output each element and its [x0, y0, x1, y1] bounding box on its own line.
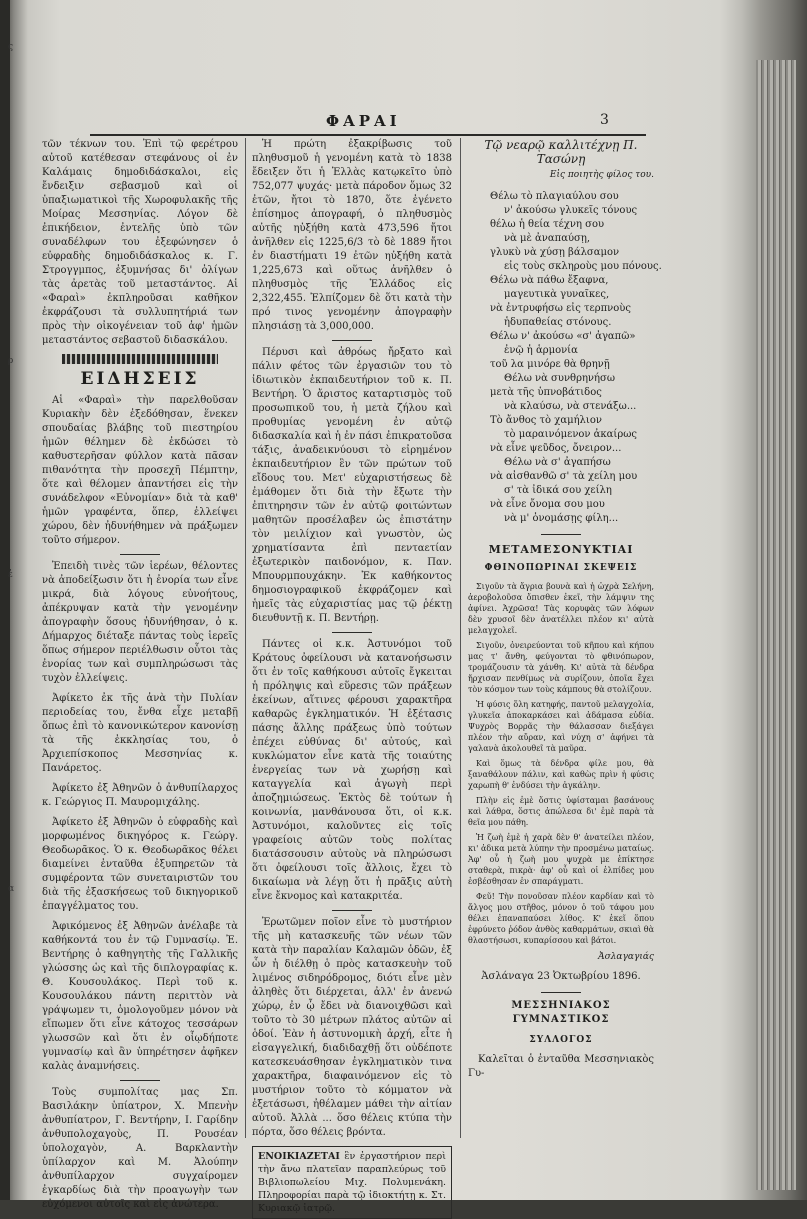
item-divider [120, 554, 160, 555]
thought-paragraph: Καὶ ὅμως τὰ δένδρα φίλε μου, θὰ ξαναθάλουν πάλιν, καὶ καθὼς πρὶν ἡ φύσις χαρωπὴ θ' ἐνδύσει τὴν ἀγκάλην. [468, 759, 654, 790]
item-divider [332, 340, 372, 341]
margin-mark: α [8, 884, 15, 894]
poem-line: νὰ εἶνε ψεῦδος, ὄνειρον... [490, 443, 622, 454]
poem-line: μαγευτικὰ γυναῖκες, [504, 289, 610, 300]
news-item: Ἐπειδὴ τινὲς τῶν ἱερέων, θέλοντες νὰ ἀποδείξωσιν ὅτι ἡ ἐνορία των εἶνε μικρά, διὰ λόγους εὐνοήτους, ἀπέκρυψαν κατὰ τὴν γενομένην ἀπογραφὴν ὅσους ἠδυνήθησαν, ὁ κ. Δήμαρχος διέταξε πάντας τοὺς ἱερεῖς ὅπως σήμερον περιέλθωσιν οὗτοι τὰς ἐνορίας των καὶ συμπληρώσωσι τὰς τυχὸν ἐλλείψεις. [42, 561, 238, 684]
advertisement-box [252, 1146, 452, 1219]
poem-line: ἐνῷ ἡ ἁρμονία [504, 345, 578, 356]
news-heading: ΕΙΔΗΣΕΙΣ [80, 369, 200, 389]
news-item: Αἱ «Φαραὶ» τὴν παρελθοῦσαν Κυριακὴν δὲν ἐξεδόθησαν, ἕνεκεν σπουδαίας βλάβης τοῦ πιεστηρίου ἡμῶν θέλημεν δὲ ἐκδώσει τὸ καθυστερῆσαν φύλλον κατὰ πᾶσαν πιθανότητα τὴν προσεχῆ Πέμπτην, ὅτε καὶ θέλομεν ἀπαντήσει εἰς τὴν συνάδελφον «Εὐνομίαν» διὰ τὰ καθ' ἡμῶν γραφέντα, ὅπερ, ἐλλείψει χώρου, δὲν ἠδυνήθημεν νὰ πράξωμεν τοῦτο σήμερον. [42, 395, 238, 546]
margin-mark: ς [8, 42, 14, 52]
header-rule [90, 134, 646, 136]
page-stack-edge [756, 60, 796, 1190]
poem-line: θέλω ἡ θεία τέχνη σου [490, 219, 605, 230]
obituary-paragraph: τῶν τέκνων του. Ἐπὶ τῷ φερέτρου αὐτοῦ κατέθεσαν στεφάνους οἱ ἐν Καλάμαις δημοδιδάσκαλοι, εἰς ἔνδειξιν σεβασμοῦ καὶ οἱ ὑπαξιωματικοὶ τῆς Χωροφυλακῆς τῆς Μοίρας Μεσσηνίας. Λόγον δὲ ἐπικήδειον, ἐντελῆς ὑπὸ τῶν συναδέλφων του ἐξεφώνησεν ὁ εὐφραδὴς δημοδιδάσκαλος κ. Γ. Στρογγμπος, ἐξυμνήσας δι' ὀλίγων τὰς ἀρετὰς τοῦ μεταστάντος. Αἱ «Φαραὶ» ἐκπληροῦσαι καθῆκον ἐκφράζουσι τὰ συλλυπητήριά των πρὸς τὴν οἰκογένειαν τοῦ ἀφ' ἡμῶν μεταστάντος σεβαστοῦ διδασκάλου. [42, 139, 238, 346]
club-text: Καλεῖται ὁ ἐνταῦθα Μεσσηνιακὸς Γυ- [468, 1054, 654, 1079]
thought-paragraph: Φεῦ! Τὴν πονοῦσαν πλέον καρδίαν καὶ τὸ ἄλγος μου στῆθος, μόνον ὁ τοῦ τάφου μου θέλει ἐπαναπαύσει λίθος. Κ' ἐκεῖ ὅπου ἐφρύνετο ῥόδον ἀνθὸς καθαρμάτων, σκιαὶ θὰ θλαστήσωσι, κυπαρίσσου καὶ βάτοι. [468, 892, 654, 945]
poem-line: Θέλω νὰ σ' ἀγαπήσω [504, 457, 611, 468]
page-header [30, 112, 746, 132]
column-3 [468, 138, 662, 1087]
club-subtitle: ΣΥΛΛΟΓΟΣ [529, 1035, 593, 1045]
poem-line: ἡδυπαθείας στόνους. [504, 317, 612, 328]
newspaper-page [30, 90, 746, 1214]
dateline: Ἀσλάναγα 23 Ὀκτωβρίου 1896. [481, 971, 641, 982]
section-subtitle: ΦΘΙΝΟΠΩΡΙΝΑΙ ΣΚΕΨΕΙΣ [484, 563, 638, 573]
column-divider [460, 138, 461, 1138]
page-number: 3 [600, 112, 609, 128]
thought-paragraph: Πλὴν εἰς ἐμὲ ὅστις ὑφίσταμαι βασάνους καὶ λάθρα, ὅστις ἀπώλεσα δι' ἐμὲ παρὰ τὰ θεῖα μου πάθη. [468, 796, 654, 827]
thought-paragraph: Ἡ ζωὴ ἐμὲ ἡ χαρὰ δὲν θ' ἀνατείλει πλέον, κι' ἀδικα μετὰ λύπην τὴν προσμένω ματαίως. Ἀφ' οὗ ἡ ζωὴ μου ψυχρὰ με ἐπίκτησε σταθερὰ, πικρὰ· ἀφ' οὗ καὶ οἱ ἐλπίδες μου ἐσβέσθησαν ἐν σπαράγματι. [468, 833, 654, 886]
ad-text: ἓν ἐργαστήριον περὶ τὴν ἄνω πλατεῖαν παραπλεύρως τοῦ Βιβλιοπωλείου Μιχ. Πολυμενάκη. Πληροφορίαι παρὰ τῷ ἰδιοκτήτῃ κ. Στ. Κυριακῷ ἰατρῷ. [258, 1151, 446, 1214]
ad-title: ΕΝΟΙΚΙΑΖΕΤΑΙ [258, 1151, 340, 1162]
poem-line: Τὸ ἄνθος τὸ χαμήλιον [490, 415, 602, 426]
poem-line: γλυκὺ νὰ χύσῃ βάλσαμον [490, 247, 620, 258]
poem-line: νὰ ἐντρυφήσω εἰς τερπνοὺς [490, 303, 631, 314]
poem-line: Θέλω τὸ πλαγιαύλου σου [490, 191, 619, 202]
margin-mark: ρ [8, 356, 14, 366]
poem-line: Θέλω νὰ πάθω ἔξαφνα, [490, 275, 609, 286]
thought-paragraph: Σιγοῦν, ὀνειρεύονται τοῦ κῆπου καὶ κήπου μας τ' ἄνθη, φεύγονται τὸ φθινόπωρον, τρομάζουσιν τὰ χάνθη. Κι' αὐτὰ τὰ δένδρα ἤρχισαν πενθίμως νὰ συρίζουν, ὁποῖα ἔχει τὸν κόσμον των τοὺς κάμπους θὰ στολίζουν. [468, 641, 654, 694]
thoughts-block [468, 581, 654, 946]
news-item: Ἀφίκετο ἐξ Ἀθηνῶν ὁ ἀνθυπίλαρχος κ. Γεώργιος Π. Μαυρομιχάλης. [42, 783, 238, 808]
section-title: ΜΕΤΑΜΕΣΟΝΥΚΤΙΑΙ [488, 543, 634, 556]
column-1 [42, 138, 238, 1218]
author-signature: Ἀσλαγαγιάς [598, 952, 654, 962]
poem-line: Θέλω ν' ἀκούσω «σ' ἀγαπῶ» [490, 331, 636, 342]
column-2 [252, 138, 452, 1219]
poem-line: εἰς τοὺς σκληροὺς μου πόνους. [504, 261, 662, 272]
poem-line: Θέλω νὰ συνθρηνήσω [504, 373, 615, 384]
poem-dedication: Εἰς ποιητὴς φίλος του. [549, 170, 654, 180]
news-item: Ἀφικόμενος ἐξ Ἀθηνῶν ἀνέλαβε τὰ καθήκοντά του ἐν τῷ Γυμνασίῳ. Ἐ. Βεντήρης ὁ καθηγητὴς τῆς Γαλλικῆς γλώσσης ὡς καὶ τῆς διπλογραφίας κ. Θ. Κουσουλάκος. Περὶ τοῦ κ. Κουσουλάκου πάντη περιττὸν νὰ γράψωμεν τι, ὁμολογοῦμεν μόνον νὰ εἴπωμεν ὅτι εἶνε κάτοχος τεσσάρων γλωσσῶν καὶ ὅτι ἐν οἷῳδήποτε γυμνασίῳ καὶ ἂν ὑπηρέτησεν ἀφῆκεν καλὰς ἀναμνήσεις. [42, 921, 238, 1072]
poem-line: νὰ μὲ ἀναπαύσῃ, [504, 233, 591, 244]
margin-mark: ἐ [8, 570, 13, 580]
news-item: Ἀφίκετο ἐξ Ἀθηνῶν ὁ εὐφραδὴς καὶ μορφωμένος δικηγόρος κ. Γεώργ. Θεοδωρᾶκος. Ὁ κ. Θεοδωρᾶκος θέλει διαμείνει ἐνταῦθα ἐξυπηρετῶν τὰ συμφέροντα τῶν συνεταιριστῶν του διὰ τῆς ἐξασκήσεως τοῦ δικηγορικοῦ ἐπαγγέλματος του. [42, 817, 238, 912]
club-title: ΜΕΣΣΗΝΙΑΚΟΣ ΓΥΜΝΑΣΤΙΚΟΣ [511, 1000, 611, 1025]
poem-line: νὰ μ' ὀνομάσῃς φίλη... [504, 513, 619, 524]
poem-line: νὰ κλαύσω, νὰ στενάξω... [504, 401, 637, 412]
poem-stanza [468, 190, 662, 526]
item-divider [332, 910, 372, 911]
item-divider [332, 632, 372, 633]
item-divider [120, 1080, 160, 1081]
thought-paragraph: Σιγοῦν τὰ ἄγρια βουνὰ καὶ ἡ ὠχρὰ Σελήνη, ἀεροβολοῦσα ὄπισθεν ἐκεῖ, τὴν λάμψιν της ἀφίνει. Ἀχρῶσα! Τὰς κορυφὰς τῶν λόφων δὲν χρυσοῖ δὲν ἀνατέλλει πλέον κι' αὐτὰ μελαγχολεῖ. [468, 582, 654, 635]
article-paragraph: Ἡ πρώτη ἐξακρίβωσις τοῦ πληθυσμοῦ ἡ γενομένη κατὰ τὸ 1838 ἔδειξεν ὅτι ἡ Ἑλλὰς κατῳκεῖτο ὑπὸ 752,077 ψυχάς· μετὰ πάροδον ὅμως 32 ἐτῶν, ἤτοι τὸ 1870, ὅτε ἐγένετο ἐπίσημος ἀπογραφή, ὁ πληθυσμὸς αὐτῆς ηὐξήθη κατὰ 473,596 ἤτοι ἀνῆλθεν εἰς 1225,6/3 τὸ δὲ 1889 ἤτοι ἐν διαστήματι 19 ἐτῶν ηὐξήθη κατὰ 1,225,673 καὶ οὕτως ἀνῆλθεν ὁ πληθυσμὸς τῆς Ἑλλάδος εἰς 2,322,455. Ἐλπίζομεν δὲ ὅτι κατὰ τὴν πρό τινος γενομένην ἀπογραφὴν πλησιάσῃ τὰ 3,000,000. [252, 139, 452, 332]
poem-title: Τῷ νεαρῷ καλλιτέχνῃ Π. Τασώνῃ [484, 138, 638, 166]
poem-line: τοῦ λα μινόρε θὰ θρηνῇ [490, 359, 610, 370]
item-divider [541, 534, 581, 535]
thought-paragraph: Ἡ φύσις ὅλη κατηφής, παντοῦ μελαγχολία, γλυκεῖα ἀποκαρκάσει καὶ ἀδάμασα εὐδία. Ψυχρὸς Βορρᾶς τὴν θάλασσαν διεξάγει πλέον τὴν αὔραν, καὶ νύχη σ' ἀφήνει τὰ γαλανὰ ἀκολουθεῖ τὰ μαῦρα. [468, 700, 654, 753]
item-divider [541, 992, 581, 993]
poem-line: ν' ἀκούσω γλυκεῖς τόνους [504, 205, 638, 216]
article-paragraph: Πέρυσι καὶ ἀθρόως ἤρξατο καὶ πάλιν φέτος τῶν ἐργασιῶν του τὸ ἰδιωτικὸν ἐκπαιδευτήριον τοῦ κ. Π. Βεντήρη. Ὁ ἄριστος καταρτισμὸς τοῦ προσωπικοῦ του, ἡ μετὰ ζήλου καὶ προθυμίας γενομένη ἐν αὐτῷ διδασκαλία καὶ ἡ ἐν πάσι ἐπικρατοῦσα τάξις, ἀναδεικνύουσι τὸ εἰρημένον ἐκπαιδευτήριον ἓν τῶν πρώτων τοῦ εἴδους του. Μετ' εὐχαριστήσεως δὲ ἐμάθομεν ὅτι διὰ τὴν ἔξωτε τὴν ἐπιτηρησιν τῶν ἐν αὐτῷ φοιτώντων μαθητῶν προσέλαβεν ὡς ἐπιστάτην τὸν μειλίχιον καὶ γνωστὸν, ὡς χρηματίσαντα ἐπὶ πενταετίαν ἐξωτερικὸν παιδονόμον, κ. Παν. Μπουρμπουχάκην. Ἐκ καθήκοντος δημοσιογραφικοῦ ἐκφράζομεν καὶ ἡμεῖς τὰς εὐχαριστίας μας τῷ ῥέκτῃ διευθυντῇ κ. Π. Βεντήρῃ. [252, 347, 452, 624]
news-item: Ἀφίκετο ἐκ τῆς ἀνὰ τὴν Πυλίαν περιοδείας του, ἔνθα εἶχε μεταβῇ ὅπως ἐπὶ τὸ κανονικώτερον κανονίσῃ τὰ τῆς ἐκκλησίας του, ὁ Ἀρχιεπίσκοπος Μεσσηνίας κ. Πανάρετος. [42, 693, 238, 774]
article-paragraph: Πάντες οἱ κ.κ. Ἀστυνόμοι τοῦ Κράτους ὀφείλουσι νὰ κατανοήσωσιν ὅτι ἐν τοῖς καθήκουσι αὐτοῖς ἔγκειται ἡ πρόληψις καὶ εὕρεσις τῶν πράξεων ἐκείνων, αἵτινες φέρουσι χαρακτῆρα καθαρῶς ἐγκληματικόν. Ἡ ἐξέτασις πάσης ἄλλης πράξεως ὑπὸ τούτων ἐπέχει εὐθύνας δι' αὐτούς, καὶ κυκλώματον εἶνε κατὰ τῆς τοιαύτης ἐνεργείας των νὰ χωρήσῃ καὶ καταγγελία καὶ ἀγωγὴ περὶ ἀποζημιώσεως. Ἐκτὸς δὲ τούτων ἡ κοινωνία, μανθάνουσα ὅτι, οἱ κ.κ. Ἀστυνόμοι, καλοῦντες εἰς τοῖς γραφείοις αὐτῶν τοὺς πολίτας διατάσσουσιν αὐτοὺς νὰ πληρώσωσι ὅτι ὀφείλουσι τοῖς ἄλλοις, ἔχει τὸ δικαίωμα νὰ λέγῃ ὅτι ἡ πρᾶξις αὐτὴ εἶνε ἔκνομος καὶ κατακριτέα. [252, 639, 452, 902]
poem-line: τὸ μαραινόμενον ἀκαίρως [504, 429, 637, 440]
poem-line: νὰ αἰσθανθῶ σ' τὰ χείλη μου [490, 471, 638, 482]
news-item: Τοὺς συμπολίτας μας Σπ. Βασιλάκην ὑπίατρον, Χ. Μπενὴν ἀνθυπίατρον, Γ. Βεντήρην, Ι. Γαρίδην ἀνθυπολοχαγοὺς, Π. Ρουσέαν ὑπολοχαγὸν, Α. Βαρκλαντὴν ὑπίλαρχον καὶ Μ. Ἀλούπην ἀνθυπίλαρχον συγχαίρομεν ἐγκαρδίως διὰ τὴν προαγωγὴν των εὐχόμενοι αὐτοῖς καὶ εἰς ἀνώτερα. [42, 1087, 238, 1210]
newspaper-title: ΦΑΡΑΙ [326, 112, 401, 130]
ornament-divider [62, 354, 218, 364]
article-paragraph: Ἐρωτῶμεν ποῖον εἶνε τὸ μυστήριον τῆς μὴ κατασκευῆς τῶν νέων τῶν κατὰ τὴν παραλίαν Καλαμῶν ὁδῶν, ἐξ ὧν ἡ διέλθῃ ὁ πρὸς κατασκευὴν τοῦ λιμένος σιδηρόδρομος, διότι εἶνε μὲν ἀληθὲς ὅτι διέρχεται, ἀλλ' ἐν ἀνενώ χώρῳ, ἐν ᾧ ἔδει νὰ διανοιχθῶσι καὶ τοῦτο τὸ 30 μέτρων πλάτος αὐτῶν αἱ ὁδοί. Ἐὰν ἡ ἀστυνομικὴ ἀρχή, εἶτε ἡ εἰσαγγελική, διαδιδαχθῇ ὅτι οὐδέποτε κατεσκευάσθησαν ἐγκληματικὸν τινα χαρακτῆρα, διαφαινόμενον εἰς τὸ μυστήριον τοῦτο τὸ κόμματον νὰ ἐξετάσωσι, ἠθέλαμεν μάθει τὴν αἰτίαν αὐτοῦ. Ἀλλὰ ... ὅσο θέλεις κτύπα τὴν πόρτα, ὅσο θέλεις βρόντα. [252, 917, 452, 1138]
column-divider [245, 138, 246, 1138]
poem-line: σ' τὰ ἰδικά σου χείλη [504, 485, 612, 496]
poem-line: μετὰ τῆς ὑπνοβάτιδος [490, 387, 602, 398]
margin-marks [8, 30, 18, 896]
poem-line: νὰ εἶνε ὄνομα σου μου [490, 499, 605, 510]
